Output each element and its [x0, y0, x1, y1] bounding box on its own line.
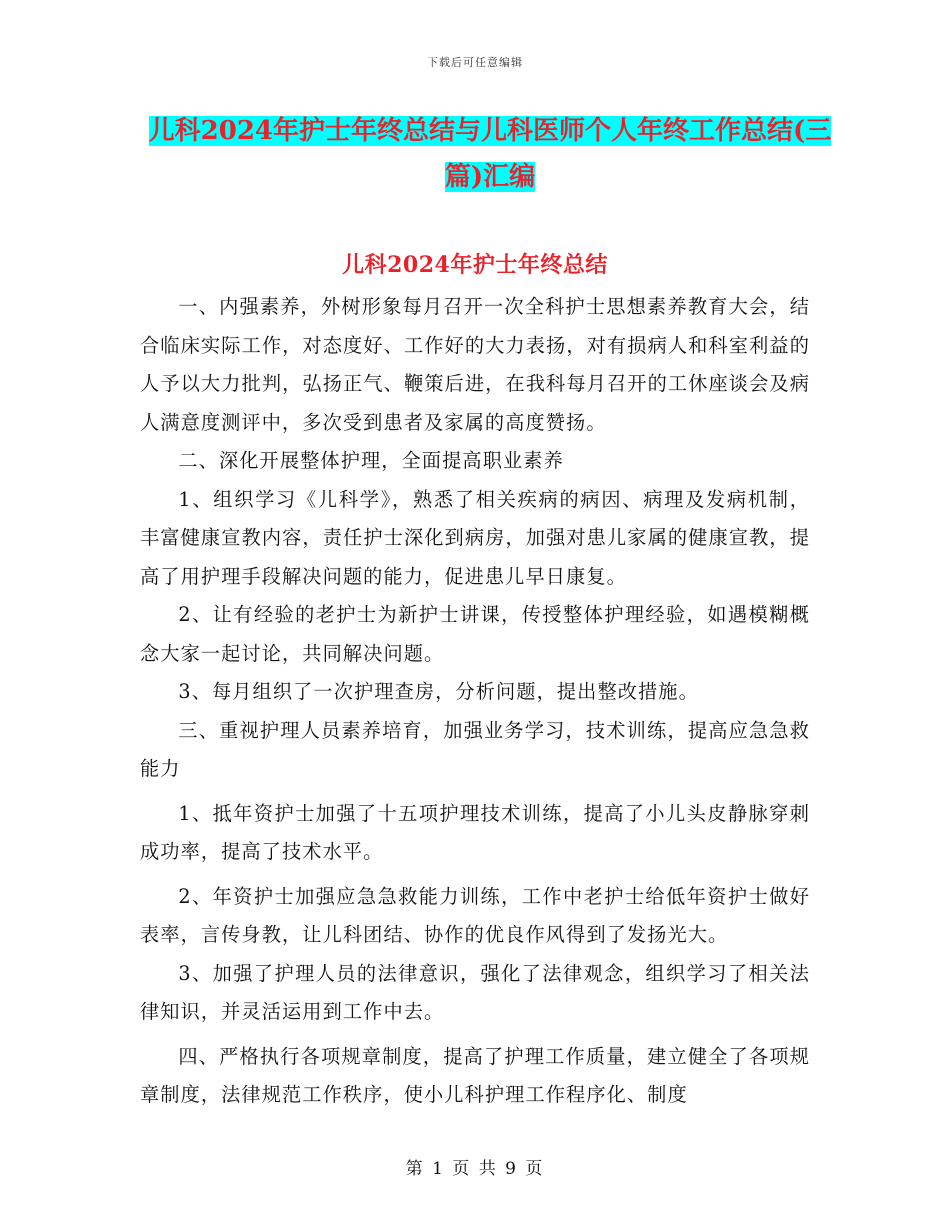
paragraph: 二、深化开展整体护理，全面提高职业素养 [178, 449, 564, 472]
document-body [140, 288, 810, 1115]
page-footer: 第 1 页 共 9 页 [405, 1159, 545, 1179]
section-title: 儿科2024年护士年终总结 [342, 252, 608, 278]
paragraph: 2、让有经验的老护士为新护士讲课，传授整体护理经验，如遇模糊概念大家一起讨论，共同解决问题。 [140, 603, 810, 665]
paragraph: 1、抵年资护士加强了十五项护理技术训练，提高了小儿头皮静脉穿刺成功率，提高了技术水平。 [140, 801, 810, 863]
header-note: 下载后可任意编辑 [427, 56, 523, 69]
paragraph: 四、严格执行各项规章制度，提高了护理工作质量，建立健全了各项规章制度，法律规范工作秩序，使小儿科护理工作程序化、制度 [140, 1044, 810, 1106]
paragraph: 一、内强素养，外树形象每月召开一次全科护士思想素养教育大会，结合临床实际工作，对态度好、工作好的大力表扬，对有损病人和科室利益的人予以大力批判，弘扬正气、鞭策后进，在我科每月召开的工休座谈会及病人满意度测评中，多次受到患者及家属的高度赞扬。 [140, 295, 810, 434]
paragraph: 3、每月组织了一次护理查房，分析问题，提出整改措施。 [178, 680, 699, 703]
paragraph: 3、加强了护理人员的法律意识，强化了法律观念，组织学习了相关法律知识，并灵活运用到工作中去。 [140, 961, 810, 1023]
document-title-text: 儿科2024年护士年终总结与儿科医师个人年终工作总结(三篇)汇编 [148, 116, 832, 192]
paragraph: 2、年资护士加强应急急救能力训练，工作中老护士给低年资护士做好表率，言传身教，让儿科团结、协作的优良作风得到了发扬光大。 [140, 884, 810, 946]
paragraph: 1、组织学习《儿科学》，熟悉了相关疾病的病因、病理及发病机制，丰富健康宣教内容，责任护士深化到病房，加强对患儿家属的健康宣教，提高了用护理手段解决问题的能力，促进患儿早日康复。 [140, 487, 810, 588]
document-title [140, 108, 840, 200]
paragraph: 三、重视护理人员素养培育，加强业务学习，技术训练，提高应急急救能力 [140, 718, 810, 780]
